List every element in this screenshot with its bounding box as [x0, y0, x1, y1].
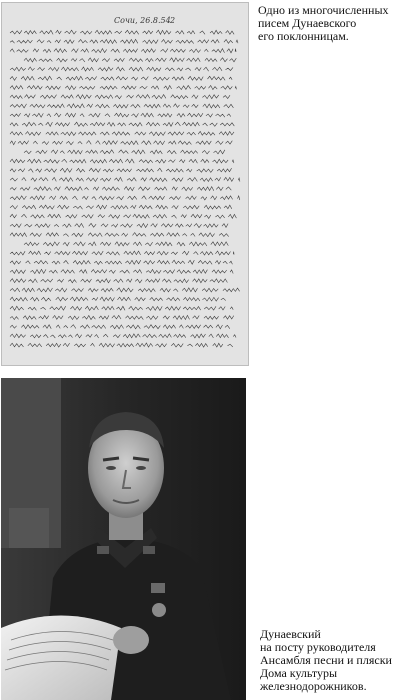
handwriting-line	[10, 95, 230, 99]
handwriting-line	[10, 325, 230, 329]
handwriting-line	[10, 279, 227, 283]
letter-caption-line: писем Дунаевского	[258, 16, 357, 30]
photo-caption-line: Дома культуры	[260, 666, 338, 680]
handwriting-line	[10, 131, 234, 135]
letter-caption-line: его поклонницам.	[258, 29, 349, 43]
handwriting-line	[10, 177, 240, 181]
handwriting-line	[10, 76, 232, 80]
photo-caption	[260, 628, 409, 693]
handwriting-line	[10, 306, 233, 310]
handwriting-line	[10, 104, 233, 108]
photo-caption-line: Ансамбля песни и пляски	[260, 653, 392, 667]
letter-caption-line: Одно из многочисленных	[258, 3, 389, 17]
handwriting-line	[24, 58, 236, 62]
handwriting-line	[24, 242, 228, 246]
photo-caption-line: Дунаевский	[260, 627, 321, 641]
letter-header: Сочи, 26.8.54	[114, 16, 171, 25]
handwriting-line	[10, 187, 231, 191]
handwriting-line	[10, 251, 234, 255]
handwriting-line	[10, 288, 240, 292]
handwriting-line	[10, 233, 229, 237]
handwriting-line	[10, 30, 234, 34]
handwriting-lines	[10, 30, 240, 347]
handwriting-line	[10, 159, 234, 163]
photo-caption-line: на посту руководителя	[260, 640, 376, 654]
letter-caption	[258, 4, 408, 43]
handwriting-line	[24, 150, 225, 154]
handwriting-line	[10, 205, 232, 209]
portrait-photo	[1, 378, 246, 700]
handwriting-line	[10, 260, 232, 264]
handwriting-line	[10, 39, 238, 43]
handwriting-line	[10, 86, 236, 90]
handwriting-line	[10, 113, 231, 117]
handwriting-line	[10, 214, 236, 218]
handwriting-line	[10, 223, 228, 227]
handwriting-line	[10, 315, 234, 319]
photo-caption-line: железнодорожников.	[260, 679, 367, 693]
handwriting-line	[10, 122, 234, 126]
handwriting-line	[10, 141, 232, 145]
handwriting-line	[10, 334, 236, 338]
handwriting-line	[10, 269, 233, 273]
letter-page-number: 2	[170, 16, 176, 25]
handwriting-line	[10, 343, 233, 347]
handwriting-line	[10, 49, 236, 53]
handwriting-line	[10, 196, 240, 200]
handwriting-line	[10, 67, 233, 71]
handwritten-letter	[1, 2, 249, 366]
handwriting-line	[10, 297, 226, 301]
handwriting-line	[10, 168, 232, 172]
